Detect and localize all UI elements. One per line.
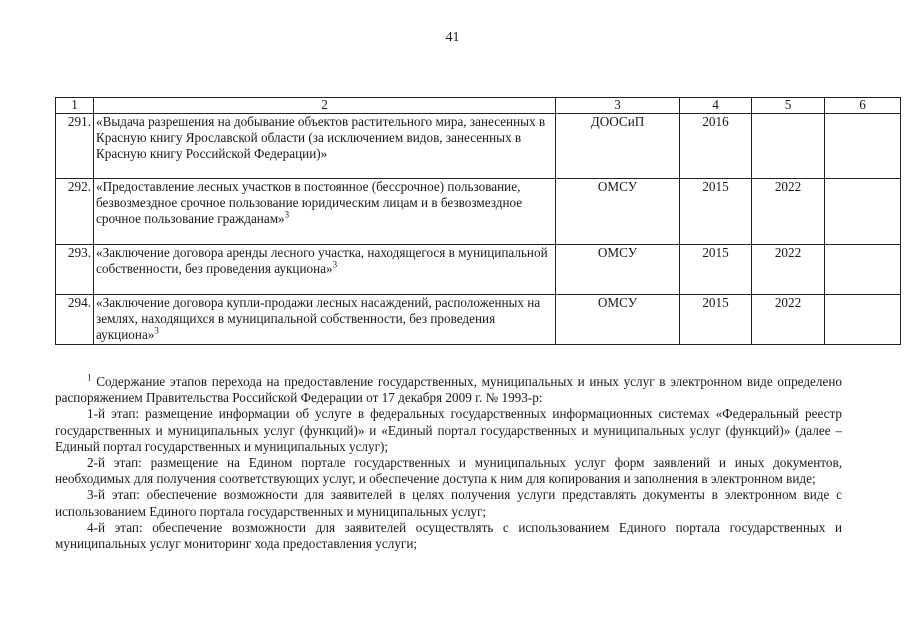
column-6-cell [825,179,901,245]
year-end [752,114,825,179]
footnote-mark: 1 [87,372,92,383]
table-row [56,114,901,179]
responsible-org: ОМСУ [556,295,680,345]
column-header: 1 [56,98,94,114]
year-start: 2015 [680,245,752,295]
year-start: 2015 [680,179,752,245]
table-row [56,179,901,245]
column-header: 6 [825,98,901,114]
responsible-org: ОМСУ [556,179,680,245]
year-start: 2015 [680,295,752,345]
footnote-ref: 3 [154,325,159,336]
row-number: 294. [56,295,94,345]
footnote-ref: 3 [332,259,338,270]
responsible-org: ОМСУ [556,245,680,295]
column-header: 4 [680,98,752,114]
table-row [56,245,901,295]
column-header: 2 [94,98,556,114]
row-number: 291. [56,114,94,179]
responsible-org: ДООСиП [556,114,680,179]
service-name: «Заключение договора купли-продажи лесных насаждений, расположенных на землях, находящихся в муниципальной собственности, без проведения аукциона»$^3$ [94,295,556,345]
column-6-cell [825,295,901,345]
service-name: «Выдача разрешения на добывание объектов растительного мира, занесенных в Красную книгу Ярославской области (за исключением видов, занесенных в Красную книгу Российской Федерации)» [94,114,556,179]
year-end: 2022 [752,245,825,295]
year-start: 2016 [680,114,752,179]
year-end: 2022 [752,179,825,245]
stage-3-text: 3-й этап: обеспечение возможности для заявителей в целях получения услуги представлять документы в электронном виде с использованием Единого портала государственных и муниципальных услуг; [55,487,842,519]
stage-1-text: 1-й этап: размещение информации об услуге в федеральных государственных информационных системах «Федеральный реестр государственных и муниципальных услуг (функций)» и «Единый портал государственных и муниципальных услуг (функций)» (далее – Единый портал государственных и муниципальных услуг); [55,406,842,454]
column-6-cell [825,114,901,179]
page-number: 41 [445,30,460,45]
services-table [55,97,901,345]
footnote-ref: 3 [284,209,290,220]
service-name: «Предоставление лесных участков в постоянное (бессрочное) пользование, безвозмездное срочное пользование юридическим лицам и в безвозмездное срочное пользование гражданам»$^3$ [94,179,556,245]
footnote-1: $^1$ Содержание этапов перехода на предоставление государственных, муниципальных и иных услуг в электронном виде определено распоряжением Правительства Российской Федерации от 17 декабря 2009 г. № 1993-р: [55,372,842,406]
footnotes [55,374,842,552]
table-header-row [56,98,901,114]
stage-2-text: 2-й этап: размещение на Едином портале государственных и муниципальных услуг форм заявлений и иных документов, необходимых для получения соответствующих услуг, и обеспечение доступа к ним для копирования и заполнения в электронном виде; [55,455,842,487]
stage-4-text: 4-й этап: обеспечение возможности для заявителей осуществлять с использованием Единого портала государственных и муниципальных услуг мониторинг хода предоставления услуги; [55,519,842,552]
row-number: 292. [56,179,94,245]
column-header: 3 [556,98,680,114]
row-number: 293. [56,245,94,295]
column-6-cell [825,245,901,295]
service-name: «Заключение договора аренды лесного участка, находящегося в муниципальной собственности, без проведения аукциона»$^3$ [94,245,556,295]
column-header: 5 [752,98,825,114]
year-end: 2022 [752,295,825,345]
table-row [56,295,901,345]
